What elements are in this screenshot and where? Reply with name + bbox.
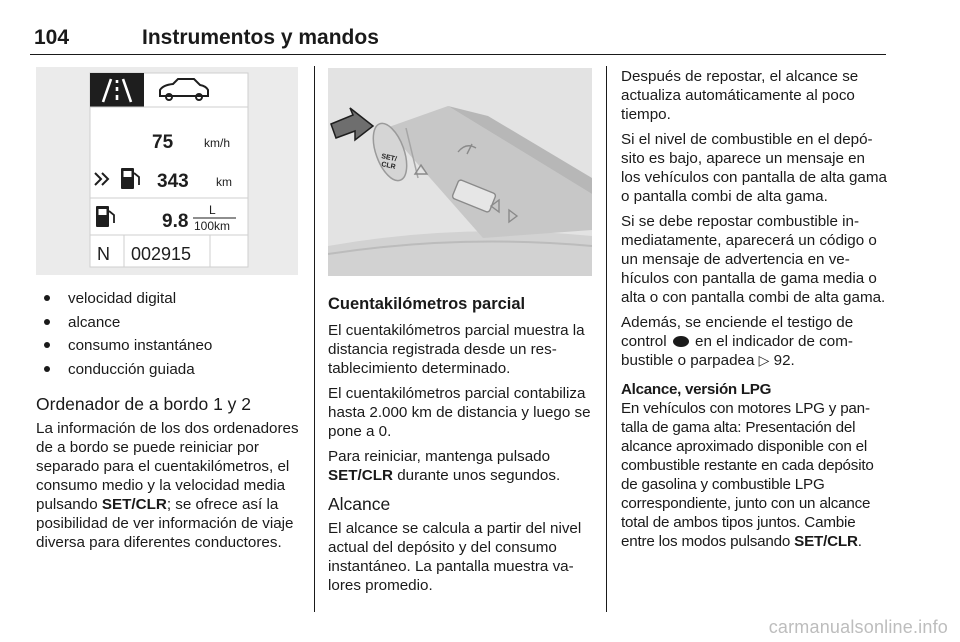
display-range-value: 343 (157, 171, 189, 192)
display-speed-unit: km/h (204, 136, 231, 150)
column-middle (328, 294, 594, 601)
control-lamp-paragraph: Además, se enciende el testigo de control en el indicador de combustible o parpadea ▷ 92. (621, 314, 854, 369)
stalk-set-label: SET/ (380, 153, 398, 164)
section-heading-trip-odometer: Cuentakilómetros parcial (328, 295, 526, 313)
refuel-warning-paragraph: Si se debe repostar combustible inmediatamente, aparecerá un código o un mensaje de advertencia en vehículos con pantalla de gama media o alta o con pantalla combi de alta gama. (621, 213, 886, 306)
column-divider-left (314, 66, 315, 612)
display-consumption-unit-bottom: 100km (194, 219, 231, 233)
list-item: alcance (36, 313, 299, 337)
refuel-paragraph: Después de repostar, el alcance se actualiza automáticamente al poco tiempo. (621, 68, 859, 123)
list-item: consumo instantáneo (36, 336, 299, 360)
trip-odometer-paragraph-1: El cuentakilómetros parcial muestra la distancia registrada desde un restablecimiento determinado. (328, 322, 585, 377)
section-heading-lpg: Alcance, versión LPG (621, 381, 772, 398)
instrument-display-illustration (36, 67, 298, 275)
list-item: velocidad digital (36, 289, 299, 313)
section-heading-trip-computer: Ordenador de a bordo 1 y 2 (36, 394, 252, 414)
wiper-stalk-illustration (328, 68, 592, 276)
page-reference-icon: ▷ (758, 352, 770, 368)
display-odometer: 002915 (131, 244, 192, 264)
stalk-clr-label: CLR (380, 161, 397, 171)
bullet-icon (44, 295, 50, 301)
range-paragraph: El alcance se calcula a partir del nivel actual del depósito y del consumo instantáneo. La pantalla muestra valores promedio. (328, 520, 582, 594)
display-speed-value: 75 (152, 132, 174, 153)
column-divider-right (606, 66, 607, 612)
column-right (621, 67, 888, 557)
bullet-icon (44, 366, 50, 372)
display-range-unit: km (216, 175, 232, 189)
low-fuel-paragraph: Si el nivel de combustible en el depósito es bajo, aparece un mensaje en los vehículos con pantalla de alta gama o pantalla combi de alta gama. (621, 131, 887, 205)
trip-odometer-paragraph-2: El cuentakilómetros parcial contabiliza hasta 2.000 km de distancia y luego se pone a 0. (328, 385, 591, 440)
display-gear: N (97, 244, 110, 264)
trip-odometer-paragraph-3: Para reiniciar, mantenga pulsado SET/CLR durante unos segundos. (328, 448, 561, 484)
bullet-icon (44, 342, 50, 348)
fuel-warning-lamp-icon (673, 336, 689, 347)
page-number: 104 (34, 26, 70, 49)
watermark: carmanualsonline.info (768, 617, 948, 637)
page-header (30, 20, 886, 55)
display-consumption-value: 9.8 (162, 211, 189, 232)
bullet-icon (44, 319, 50, 325)
section-heading-range: Alcance (328, 494, 391, 514)
display-feature-list (36, 289, 299, 383)
list-item: conducción guiada (36, 360, 299, 384)
trip-computer-paragraph: La información de los dos ordenadores de a bordo se puede reiniciar por separado para el cuentakilómetros, el consumo medio y la velocidad media pulsando SET/CLR; se ofrece así la posibilidad de ver información de viaje diversa para diferentes conductores. (36, 420, 299, 551)
lpg-paragraph: En vehículos con motores LPG y pantalla de gama alta: Presentación del alcance aproximado disponible con el combustible restante en cada depósito de gasolina y combustible LPG correspondiente, junto con un alcance total de ambos tipos juntos. Cambie entre los modos pulsando SET/CLR. (621, 400, 874, 550)
display-consumption-unit-top: L (209, 203, 216, 217)
page-title: Instrumentos y mandos (142, 26, 379, 49)
column-left (36, 289, 299, 558)
